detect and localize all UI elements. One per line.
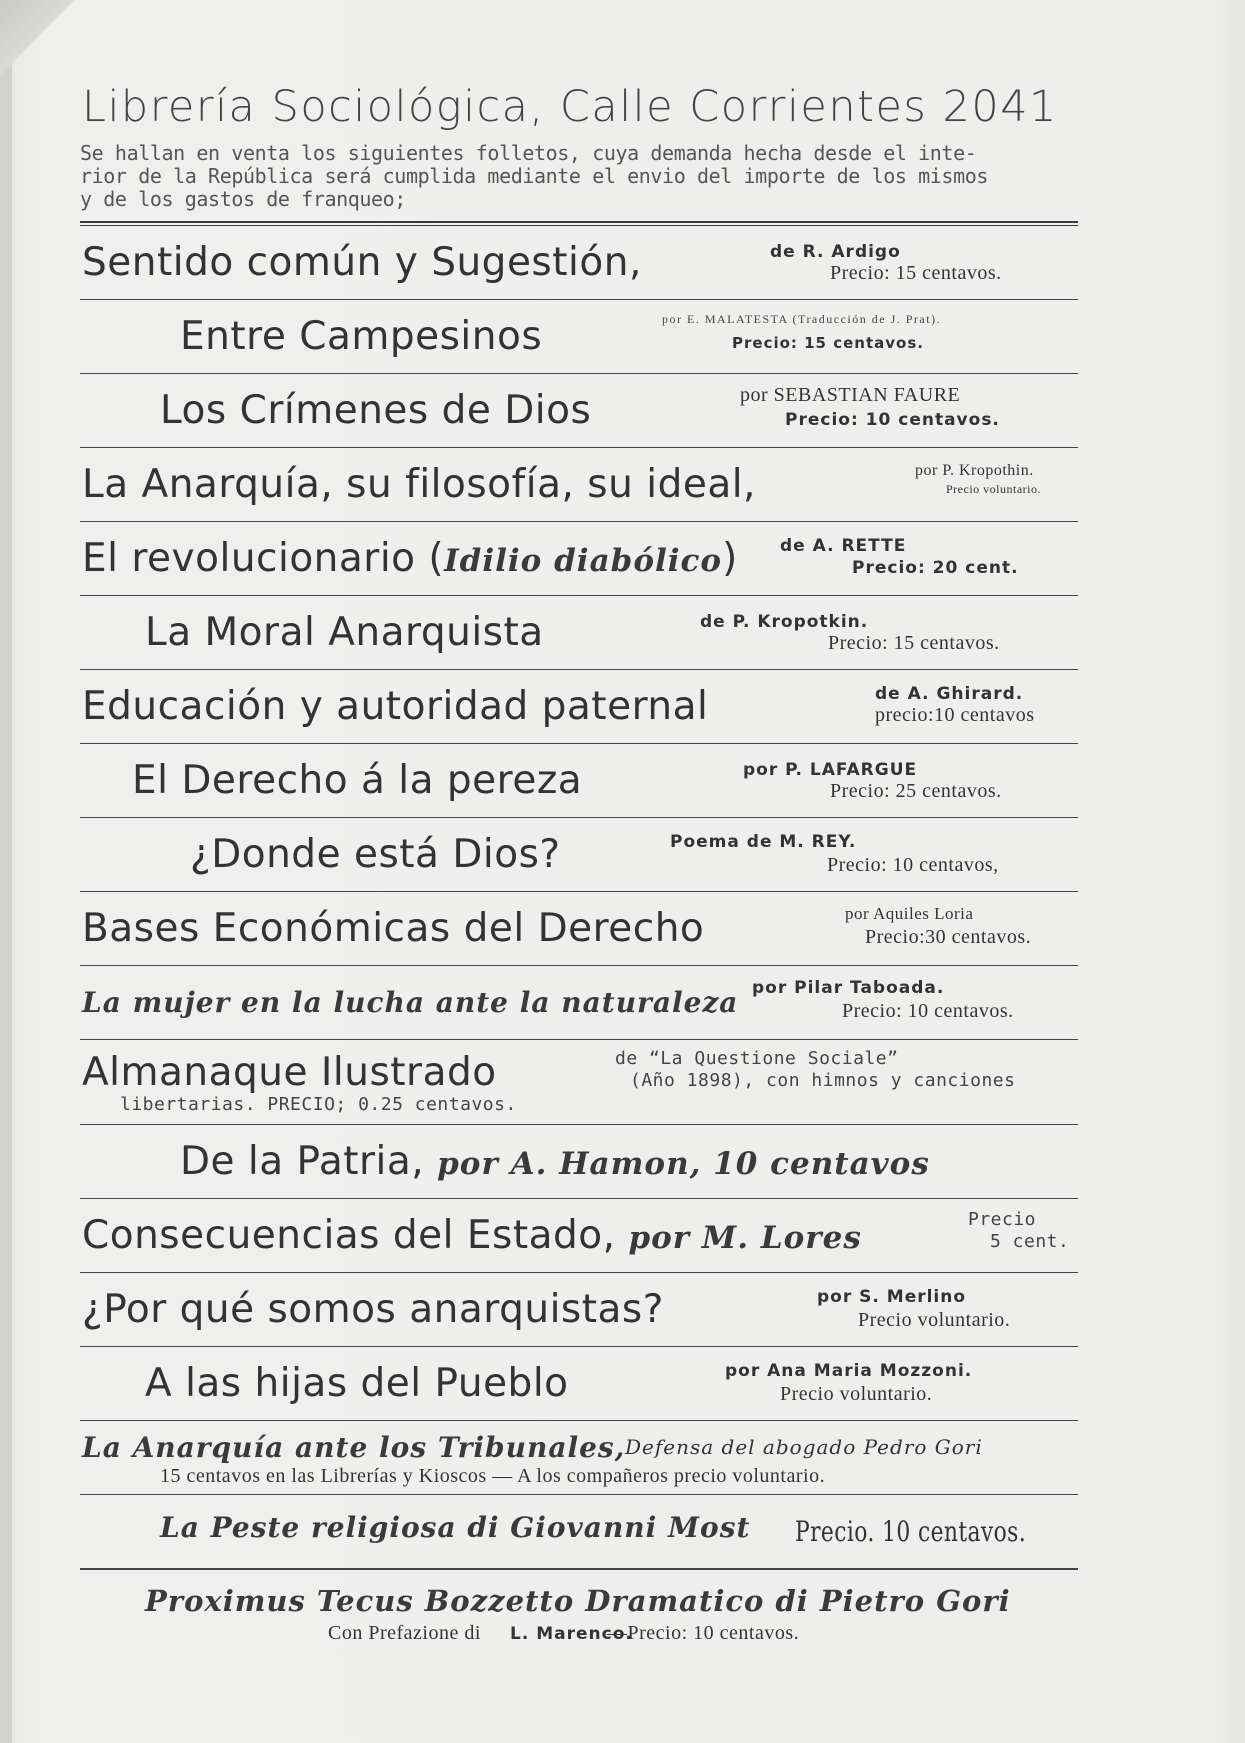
list-item (80, 226, 1078, 300)
entry-price: Precio: 15 centavos. (828, 632, 1000, 654)
list-item (80, 744, 1078, 818)
entry-title: La Anarquía, su filosofía, su ideal, (82, 462, 756, 507)
entry-price: Precio voluntario. (780, 1383, 933, 1405)
entry-price: Precio voluntario. (946, 482, 1041, 496)
entry-author: L. Marenco. (510, 1624, 633, 1644)
entry-price: Precio (968, 1209, 1037, 1230)
entry-title: Educación y autoridad paternal (82, 684, 709, 729)
list-item (80, 300, 1078, 374)
entry-title-italic: por M. Lores (628, 1220, 862, 1256)
entry-price: Precio: 20 cent. (852, 558, 1019, 578)
entry-title: De la Patria, por A. Hamon, 10 centavos (180, 1139, 930, 1184)
list-item (80, 966, 1078, 1040)
entry-price: Precio:30 centavos. (865, 926, 1032, 948)
list-item (80, 1125, 1078, 1199)
page-edge-shadow (0, 0, 12, 1743)
entry-author: por Pilar Taboada. (752, 978, 945, 998)
entry-detail: (Año 1898), con himnos y canciones (630, 1070, 1016, 1091)
entry-author: de A. RETTE (780, 536, 907, 556)
entry-title: El revolucionario (Idilio diabólico) (82, 536, 738, 581)
entry-title: El Derecho á la pereza (132, 758, 583, 803)
entry-title: La mujer en la lucha ante la naturaleza (82, 986, 739, 1019)
entry-price-prefix: Con Prefazione di (328, 1622, 481, 1644)
list-item (80, 1569, 1078, 1643)
list-item (80, 670, 1078, 744)
list-item (80, 1040, 1078, 1125)
entry-author: por P. Kropothin. (915, 462, 1034, 479)
page-corner-stain (0, 0, 85, 80)
list-item (80, 1273, 1078, 1347)
entry-title: La Moral Anarquista (145, 610, 544, 655)
entry-price: Precio: 15 centavos. (732, 334, 924, 352)
list-item (80, 892, 1078, 966)
entry-title: La Anarquía ante los Tribunales, (82, 1431, 626, 1464)
entry-price: precio:10 centavos (875, 704, 1035, 726)
entry-price: Precio. 10 centavos. (795, 1515, 1027, 1548)
entry-price: Precio: 10 centavos. (842, 1000, 1014, 1022)
entry-author: por Ana Maria Mozzoni. (725, 1361, 973, 1381)
entry-author: por P. LAFARGUE (743, 760, 918, 780)
entry-price: —Precio: 10 centavos. (607, 1622, 800, 1644)
entry-title-italic: por A. Hamon, 10 centavos (437, 1146, 930, 1182)
entry-author: por Aquiles Loria (845, 904, 974, 923)
entry-author: por S. Merlino (817, 1287, 967, 1307)
entry-price: libertarias. PRECIO; 0.25 centavos. (120, 1094, 517, 1115)
entry-title: Proximus Tecus Bozzetto Dramatico di Pietro Gori (145, 1584, 1011, 1618)
list-item (80, 1495, 1078, 1569)
list-item (80, 818, 1078, 892)
intro-line: y de los gastos de franqueo; (80, 187, 406, 211)
entry-author: de A. Ghirard. (875, 684, 1024, 704)
entry-price: 15 centavos en las Librerías y Kioscos — A los compañeros precio voluntario. (160, 1465, 826, 1487)
entry-author: por E. MALATESTA (Traducción de J. Prat). (662, 312, 942, 326)
list-item (80, 1347, 1078, 1421)
entry-author: de P. Kropotkin. (700, 612, 869, 632)
page-content (80, 82, 1078, 1643)
list-item (80, 596, 1078, 670)
entry-author: Defensa del abogado Pedro Gori (625, 1435, 983, 1459)
entry-title: Los Crímenes de Dios (160, 388, 592, 433)
entry-title: Entre Campesinos (180, 314, 543, 359)
entry-price: Precio: 10 centavos, (827, 854, 999, 876)
entry-title: Almanaque Ilustrado (82, 1050, 497, 1095)
entry-title: La Peste religiosa di Giovanni Most (160, 1511, 751, 1544)
intro-line: Se hallan en venta los siguientes folletos, cuya demanda hecha desde el inte- (80, 141, 977, 165)
entry-author: Poema de M. REY. (670, 832, 857, 852)
entry-title: Sentido común y Sugestión, (82, 240, 642, 285)
list-item (80, 448, 1078, 522)
list-item (80, 1199, 1078, 1273)
entry-price: Precio: 15 centavos. (830, 262, 1002, 284)
entry-title: ¿Por qué somos anarquistas? (82, 1287, 664, 1332)
entry-price: Precio: 25 centavos. (830, 780, 1002, 802)
entry-author: de R. Ardigo (770, 242, 901, 262)
entry-author: por SEBASTIAN FAURE (740, 384, 961, 406)
entry-title: A las hijas del Pueblo (145, 1361, 569, 1406)
list-item (80, 1421, 1078, 1495)
intro-line: rior de la República será cumplida mediante el envio del importe de los mismos (80, 164, 988, 188)
entry-title: Consecuencias del Estado, por M. Lores (82, 1213, 862, 1258)
entry-price: 5 cent. (990, 1231, 1070, 1252)
entry-author: de “La Questione Sociale” (615, 1048, 899, 1069)
page-title: Librería Sociológica, Calle Corrientes 2041 (82, 82, 1058, 132)
list-item (80, 522, 1078, 596)
entry-price: Precio: 10 centavos. (785, 410, 1000, 430)
entry-price: Precio voluntario. (858, 1309, 1011, 1331)
entry-title: ¿Donde está Dios? (190, 832, 561, 877)
entry-title: Bases Económicas del Derecho (82, 906, 705, 951)
list-item (80, 374, 1078, 448)
intro-text (80, 142, 1078, 211)
entry-title-italic: Idilio diabólico (444, 543, 723, 579)
